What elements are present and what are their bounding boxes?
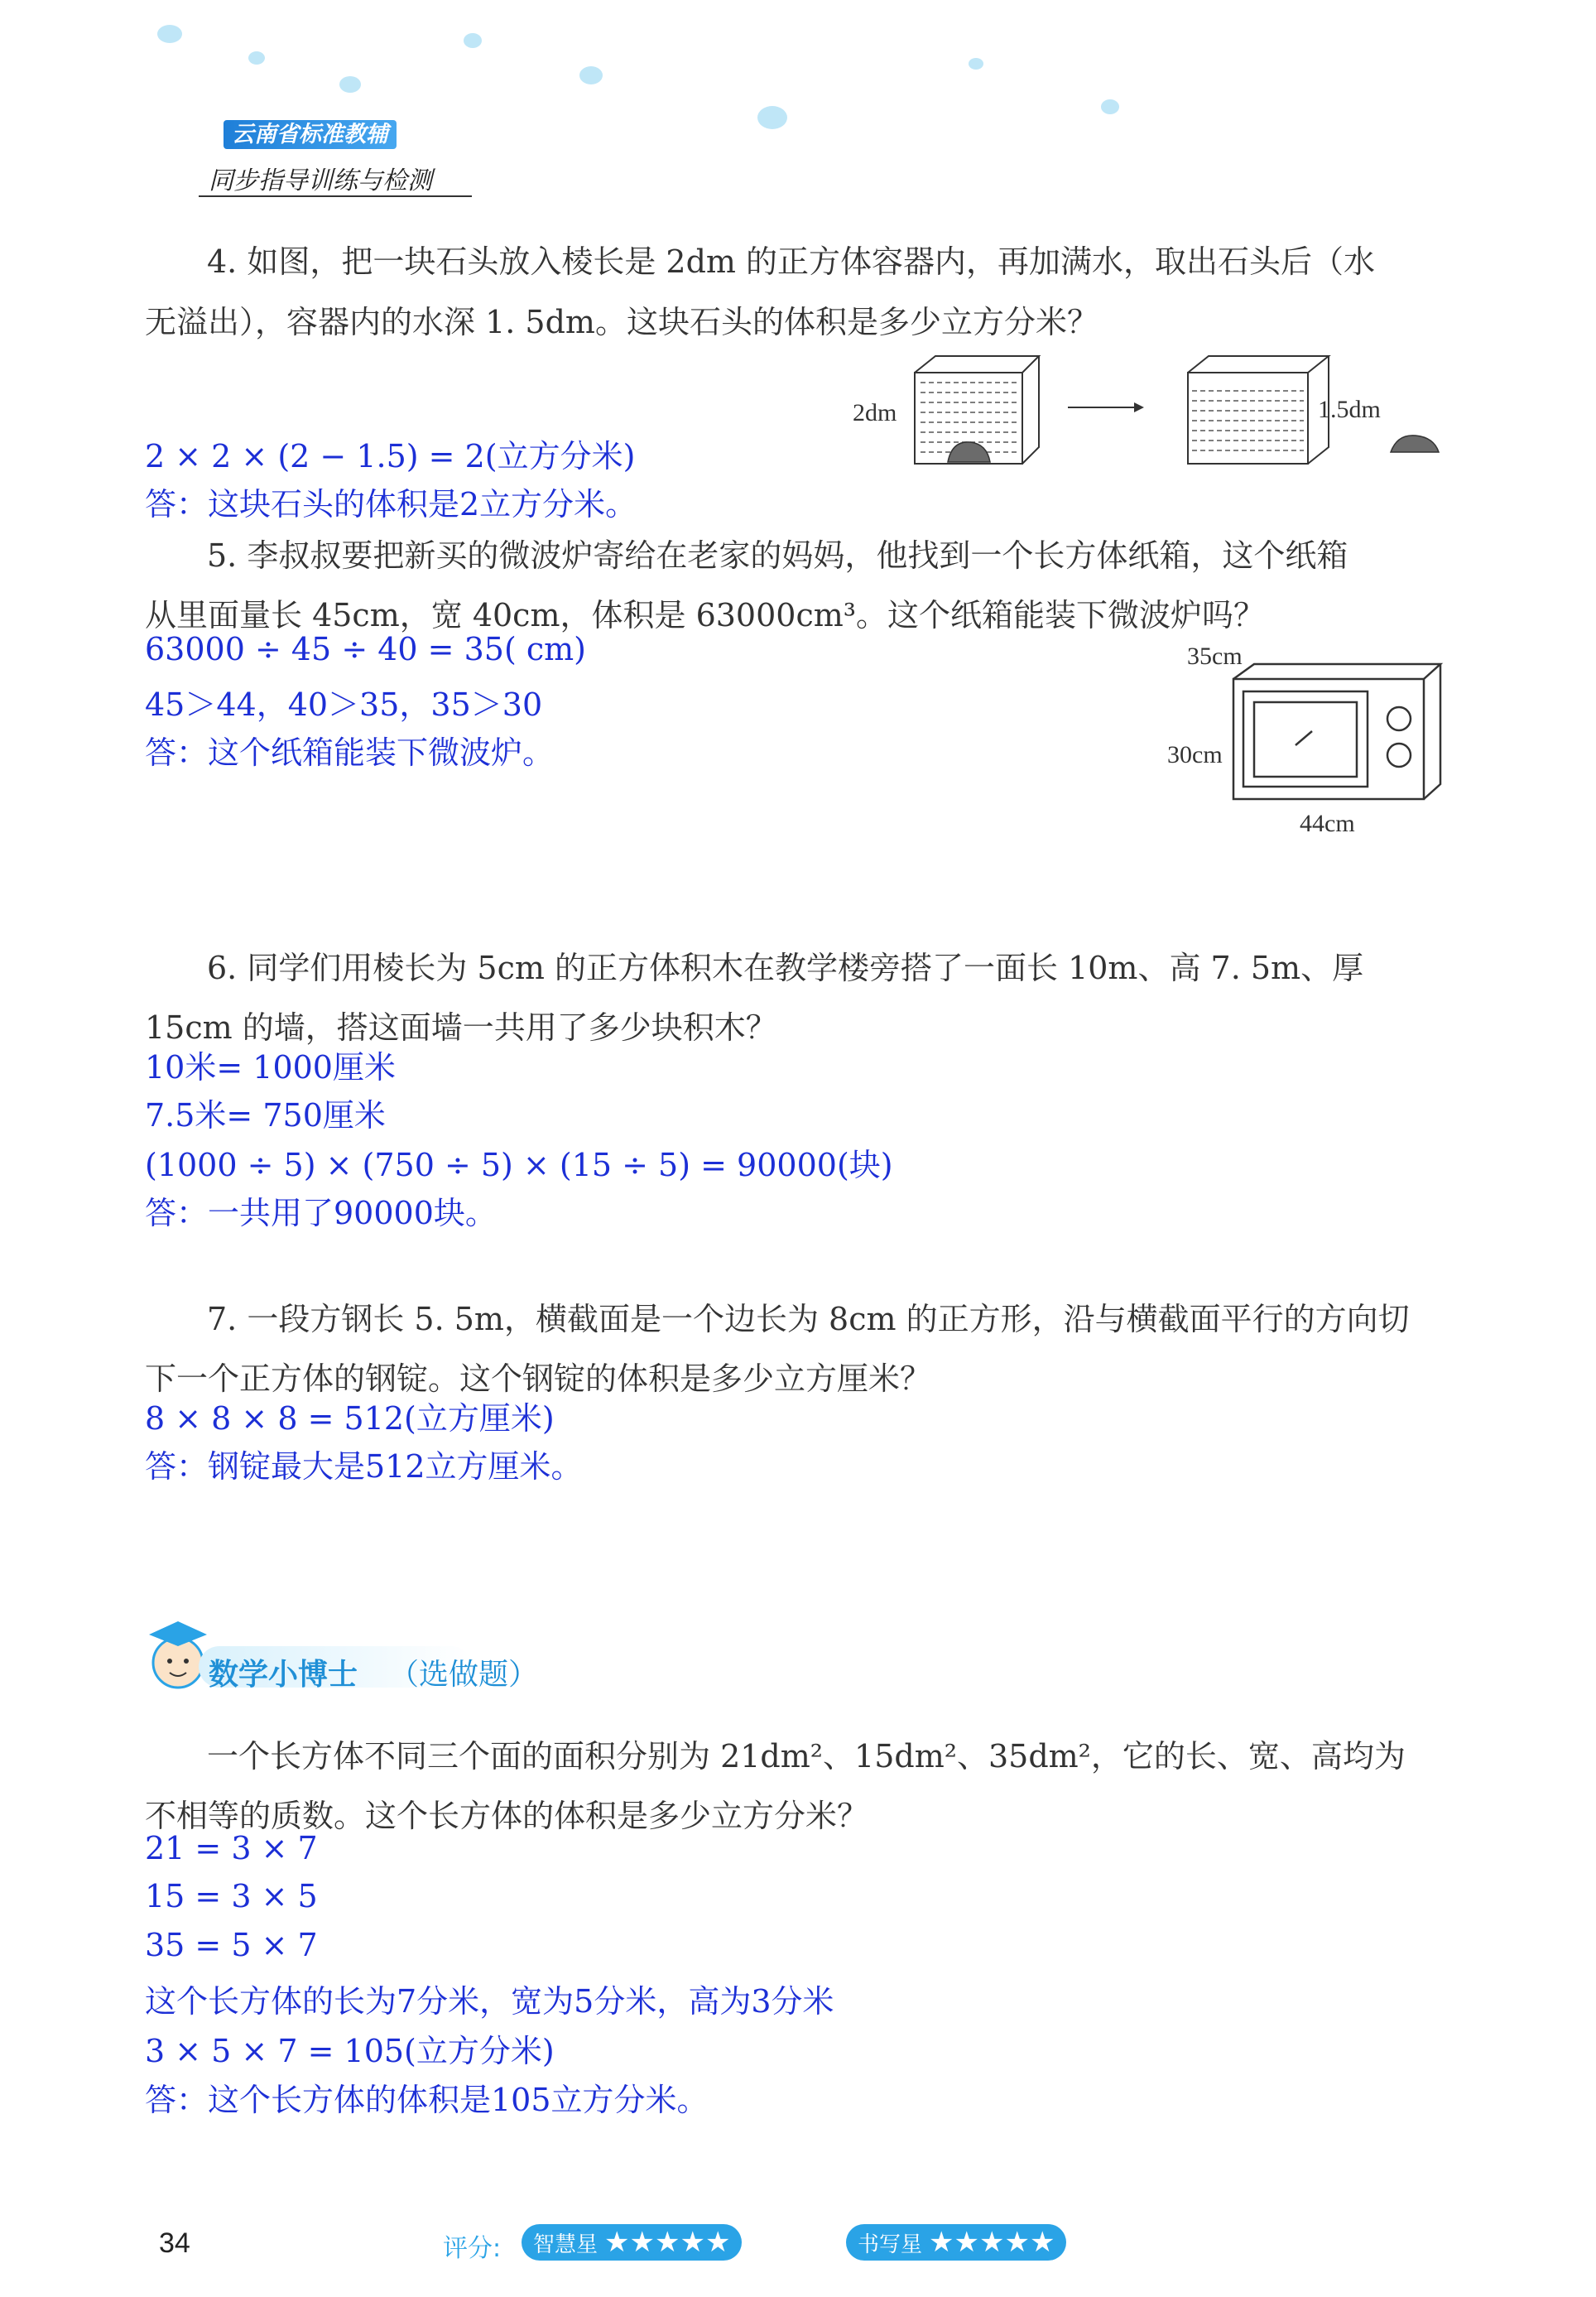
q4-label-1-5dm: 1.5dm xyxy=(1318,396,1381,423)
writing-star-label: 书写星 xyxy=(858,2232,923,2257)
page-number: 34 xyxy=(159,2227,190,2259)
q4-answer-line2: 答：这块石头的体积是2立方分米。 xyxy=(145,486,637,522)
q7-answer-line2: 答：钢锭最大是512立方厘米。 xyxy=(145,1448,583,1485)
brand-title: 云南省标准教辅 xyxy=(224,120,397,149)
q4-figure xyxy=(844,348,1457,472)
q4-text-line1: 4. 如图，把一块石头放入棱长是 2dm 的正方体容器内，再加满水，取出石头后（水 xyxy=(207,243,1376,280)
wisdom-stars-icon: ★★★★★ xyxy=(604,2226,731,2259)
q6-answer-line3: (1000 ÷ 5) × (750 ÷ 5) × (15 ÷ 5) = 90000(块) xyxy=(145,1147,893,1183)
wisdom-star-label: 智慧星 xyxy=(533,2232,598,2257)
bonus-header xyxy=(141,1615,720,1697)
bonus-answer-line4: 这个长方体的长为7分米，宽为5分米，高为3分米 xyxy=(145,1983,834,2020)
q7-answer-line1: 8 × 8 × 8 = 512(立方厘米) xyxy=(145,1400,555,1437)
q5-text-line2: 从里面量长 45cm，宽 40cm，体积是 63000cm³。这个纸箱能装下微波炉吗？ xyxy=(145,597,1266,633)
decor-bubble xyxy=(757,106,787,129)
writing-star-rating xyxy=(846,2224,1066,2261)
q5-answer-line1: 63000 ÷ 45 ÷ 40 = 35( cm) xyxy=(145,631,586,667)
bonus-answer-line5: 3 × 5 × 7 = 105(立方分米) xyxy=(145,2033,555,2069)
decor-bubble xyxy=(248,51,265,65)
microwave-icon xyxy=(1159,646,1457,811)
q5-text-line1: 5. 李叔叔要把新买的微波炉寄给在老家的妈妈，他找到一个长方体纸箱，这个纸箱 xyxy=(207,537,1348,574)
bonus-title: 数学小博士 xyxy=(209,1658,358,1692)
q5-label-44cm: 44cm xyxy=(1300,810,1355,837)
bonus-text-line2: 不相等的质数。这个长方体的体积是多少立方分米？ xyxy=(145,1798,869,1834)
bonus-answer-line2: 15 = 3 × 5 xyxy=(145,1878,318,1914)
decor-bubble xyxy=(339,76,361,93)
q4-stone-removed xyxy=(1391,436,1439,452)
writing-stars-icon: ★★★★★ xyxy=(929,2226,1055,2259)
bonus-answer-line3: 35 = 5 × 7 xyxy=(145,1927,318,1963)
q4-answer-line1: 2 × 2 × (2 − 1.5) = 2(立方分米) xyxy=(145,438,636,474)
q5-answer-line3: 答：这个纸箱能装下微波炉。 xyxy=(145,734,555,771)
bonus-text-line1: 一个长方体不同三个面的面积分别为 21dm²、15dm²、35dm²，它的长、宽、高均为 xyxy=(207,1738,1406,1775)
bonus-answer-line1: 21 = 3 × 7 xyxy=(145,1830,318,1866)
q6-text-line2: 15cm 的墙，搭这面墙一共用了多少块积木？ xyxy=(145,1009,777,1046)
q6-answer-line1: 10米= 1000厘米 xyxy=(145,1049,396,1086)
q5-label-30cm: 30cm xyxy=(1167,741,1223,768)
q6-answer-line2: 7.5米= 750厘米 xyxy=(145,1097,386,1134)
decor-bubble xyxy=(1101,99,1119,114)
bonus-answer-line6: 答：这个长方体的体积是105立方分米。 xyxy=(145,2082,709,2118)
brand-logo xyxy=(224,116,397,148)
q6-answer-line4: 答：一共用了90000块。 xyxy=(145,1195,497,1231)
q5-label-35cm: 35cm xyxy=(1187,643,1243,670)
q7-text-line1: 7. 一段方钢长 5. 5m，横截面是一个边长为 8cm 的正方形，沿与横截面平行的方向切 xyxy=(207,1301,1410,1337)
q4-stone-shape xyxy=(948,442,990,462)
q4-label-2dm: 2dm xyxy=(853,399,897,426)
decor-bubble xyxy=(969,58,983,70)
q5-microwave-figure xyxy=(1159,643,1457,845)
wisdom-star-rating xyxy=(522,2224,742,2261)
decor-bubble xyxy=(579,66,603,84)
decor-bubble xyxy=(464,33,482,48)
bonus-subtitle: （选做题） xyxy=(389,1658,539,1692)
score-label: 评分: xyxy=(443,2234,502,2263)
q5-answer-line2: 45＞44，40＞35，35＞30 xyxy=(145,686,543,723)
brand-subtitle: 同步指导训练与检测 xyxy=(209,166,432,195)
decor-bubble xyxy=(157,25,182,43)
header-underline xyxy=(199,195,472,197)
q7-text-line2: 下一个正方体的钢锭。这个钢锭的体积是多少立方厘米？ xyxy=(145,1360,932,1397)
q4-text-line2: 无溢出），容器内的水深 1. 5dm。这块石头的体积是多少立方分米？ xyxy=(145,304,1098,340)
q6-text-line1: 6. 同学们用棱长为 5cm 的正方体积木在教学楼旁搭了一面长 10m、高 7. 5m、厚 xyxy=(207,950,1364,986)
